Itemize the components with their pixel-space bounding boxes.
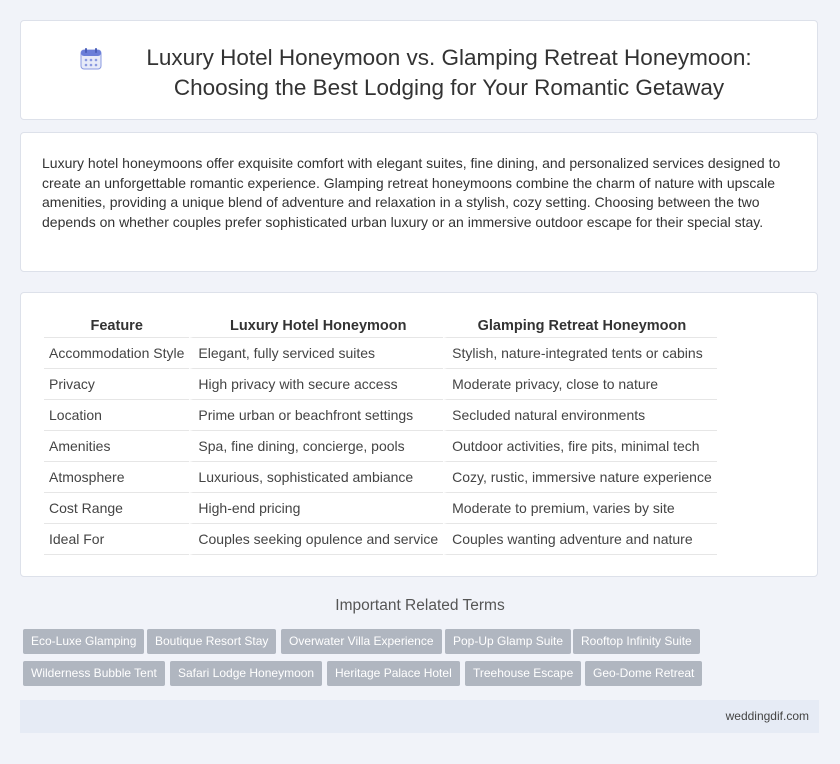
table-cell-glamping: Stylish, nature-integrated tents or cabins <box>443 338 717 369</box>
intro-card <box>20 132 818 272</box>
tag-geo-dome-retreat[interactable]: Geo-Dome Retreat <box>585 661 702 686</box>
tag-eco-luxe-glamping[interactable]: Eco-Luxe Glamping <box>23 629 144 654</box>
footer-site-link[interactable]: weddingdif.com <box>725 709 809 723</box>
header-luxury-hotel: Luxury Hotel Honeymoon <box>189 315 443 338</box>
table-row <box>44 369 717 400</box>
tag-safari-lodge-honeymoon[interactable]: Safari Lodge Honeymoon <box>170 661 322 686</box>
table-cell-feature: Ideal For <box>44 524 189 555</box>
header-glamping: Glamping Retreat Honeymoon <box>443 315 717 338</box>
table-cell-luxury: Luxurious, sophisticated ambiance <box>189 462 443 493</box>
tag-overwater-villa-experience[interactable]: Overwater Villa Experience <box>281 629 442 654</box>
table-cell-luxury: Couples seeking opulence and service <box>189 524 443 555</box>
table-cell-glamping: Moderate to premium, varies by site <box>443 493 717 524</box>
table-cell-feature: Privacy <box>44 369 189 400</box>
footer-bar <box>20 700 819 733</box>
table-row <box>44 338 717 369</box>
table-row <box>44 462 717 493</box>
comparison-card <box>20 292 818 577</box>
page-title <box>99 43 799 103</box>
tag-wilderness-bubble-tent[interactable]: Wilderness Bubble Tent <box>23 661 165 686</box>
header-card <box>20 20 818 120</box>
comparison-table <box>44 315 717 555</box>
table-cell-glamping: Cozy, rustic, immersive nature experience <box>443 462 717 493</box>
intro-text: Luxury hotel honeymoons offer exquisite comfort with elegant suites, fine dining, and personalized services designed to create an unforgettable romantic experience. Glamping retreat honeymoons combine the charm of nature with upscale amenities, providing a unique blend of adventure and relaxation in a stylish, cozy setting. Choosing between the two depends on whether couples prefer sophisticated urban luxury or an immersive outdoor escape for their special stay. <box>42 155 781 230</box>
table-cell-luxury: Prime urban or beachfront settings <box>189 400 443 431</box>
table-cell-feature: Accommodation Style <box>44 338 189 369</box>
table-cell-luxury: High-end pricing <box>189 493 443 524</box>
tag-boutique-resort-stay[interactable]: Boutique Resort Stay <box>147 629 276 654</box>
tag-heritage-palace-hotel[interactable]: Heritage Palace Hotel <box>327 661 460 686</box>
table-cell-luxury: Elegant, fully serviced suites <box>189 338 443 369</box>
table-cell-feature: Amenities <box>44 431 189 462</box>
table-cell-feature: Cost Range <box>44 493 189 524</box>
page-title-line1: Luxury Hotel Honeymoon vs. Glamping Retreat Honeymoon: <box>146 45 752 70</box>
table-cell-glamping: Outdoor activities, fire pits, minimal tech <box>443 431 717 462</box>
page-title-line2: Choosing the Best Lodging for Your Romantic Getaway <box>173 75 725 100</box>
table-cell-glamping: Couples wanting adventure and nature <box>443 524 717 555</box>
table-cell-luxury: High privacy with secure access <box>189 369 443 400</box>
table-row <box>44 431 717 462</box>
tag-pop-up-glamp-suite[interactable]: Pop-Up Glamp Suite <box>445 629 571 654</box>
table-row <box>44 524 717 555</box>
table-cell-glamping: Moderate privacy, close to nature <box>443 369 717 400</box>
table-cell-feature: Atmosphere <box>44 462 189 493</box>
table-cell-luxury: Spa, fine dining, concierge, pools <box>189 431 443 462</box>
table-row <box>44 493 717 524</box>
table-header-row <box>44 315 717 338</box>
table-cell-glamping: Secluded natural environments <box>443 400 717 431</box>
tag-treehouse-escape[interactable]: Treehouse Escape <box>465 661 581 686</box>
tag-rooftop-infinity-suite[interactable]: Rooftop Infinity Suite <box>573 629 700 654</box>
table-row <box>44 400 717 431</box>
header-feature: Feature <box>44 315 189 338</box>
related-terms-title: Important Related Terms <box>335 597 505 614</box>
table-cell-feature: Location <box>44 400 189 431</box>
